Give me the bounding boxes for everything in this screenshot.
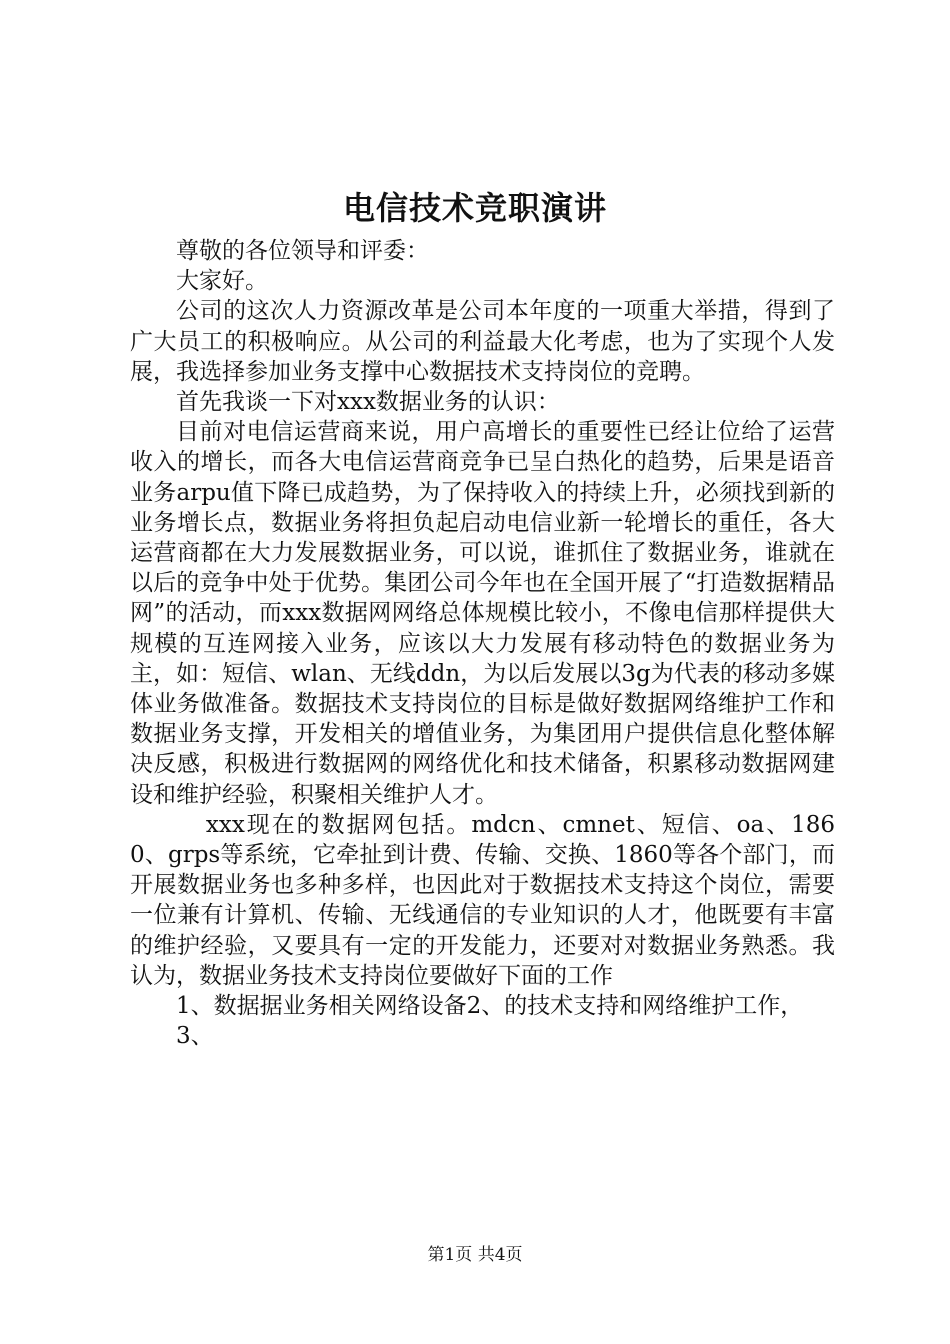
intro-paragraph: 公司的这次人力资源改革是公司本年度的一项重大举措，得到了广大员工的积极响应。从公司的利益最大化考虑，也为了实现个人发展，我选择参加业务支撑中心数据技术支持岗位的竞聘。 [130,298,835,385]
network-overview-paragraph: xxx现在的数据网包括。mdcn、cmnet、短信、oa、1860、grps等系统，它牵扯到计费、传输、交换、1860等各个部门，而开展数据业务也多种多样，也因此对于数据技术支持这个岗位，需要一位兼有计算机、传输、无线通信的专业知识的人才，他既要有丰富的维护经验，又要具有一定的开发能力，还要对对数据业务熟悉。我认为，数据业务技术支持岗位要做好下面的工作 [130,811,835,989]
document-title: 电信技术竞职演讲 [342,189,607,227]
document-body [130,236,835,1051]
greeting-paragraph: 大家好。 [176,268,268,295]
task-one-paragraph: 1、数据据业务相关网络设备2、的技术支持和网络维护工作， [176,993,804,1020]
understanding-heading-paragraph: 首先我谈一下对xxx数据业务的认识： [176,389,560,416]
page-footer: 第1页 共4页 [427,1245,523,1265]
market-analysis-paragraph: 目前对电信运营商来说，用户高增长的重要性已经让位给了运营收入的增长，而各大电信运营商竞争已呈白热化的趋势，后果是语音业务arpu值下降已成趋势，为了保持收入的持续上升，必须找到新的业务增长点，数据业务将担负起启动电信业新一轮增长的重任，各大运营商都在大力发展数据业务，可以说，谁抓住了数据业务，谁就在以后的竞争中处于优势。集团公司今年也在全国开展了“打造数据精品网”的活动，而xxx数据网网络总体规模比较小，不像电信那样提供大规模的互连网接入业务，应该以大力发展有移动特色的数据业务为主，如：短信、wlan、无线ddn，为以后发展以3g为代表的移动多媒体业务做准备。数据技术支持岗位的目标是做好数据网络维护工作和数据业务支撑，开发相关的增值业务，为集团用户提供信息化整体解决反感，积极进行数据网的网络优化和技术储备，积累移动数据网建设和维护经验，积聚相关维护人才。 [130,419,835,808]
salutation-paragraph: 尊敬的各位领导和评委： [176,238,429,264]
task-three-paragraph: 3、 [176,1023,214,1050]
